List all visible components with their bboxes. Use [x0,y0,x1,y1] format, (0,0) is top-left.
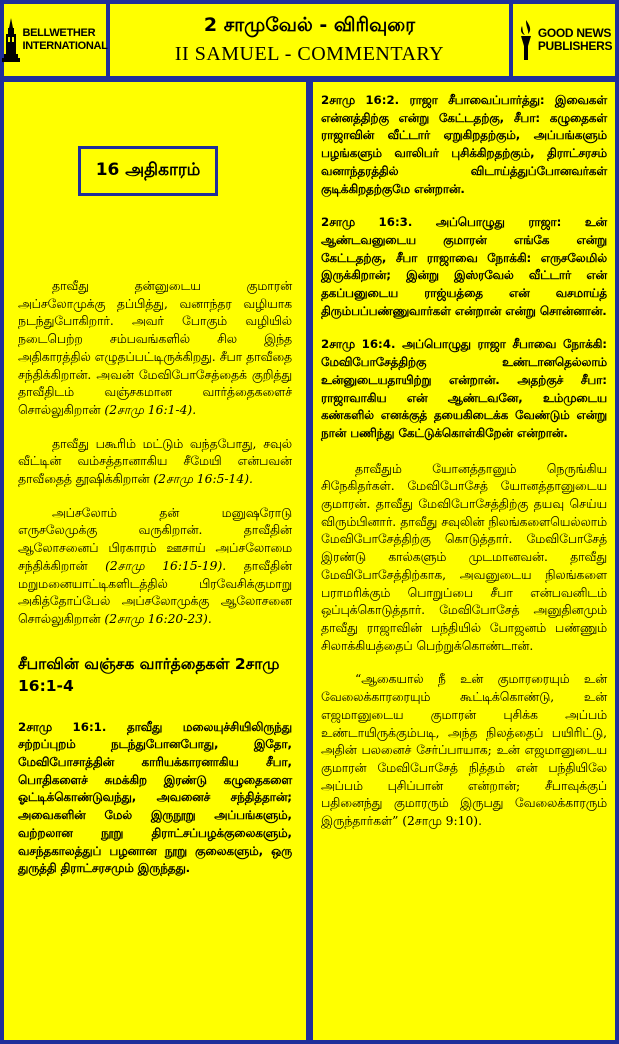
torch-icon [516,18,536,62]
scripture-verse: 2சாமு 16:4. அப்பொழுது ராஜா சீபாவை நோக்கி: மேவிபோசேத்திற்கு உண்டானதெல்லாம் உன்னுடையதாயிற்று என்றான். அதற்குச் சீபா: ராஜாவாகிய என் ஆண்டவனே, உம்முடைய கண்களில் எனக்குத் தயைகிடைக்க வேண்டும் என்று நான் பணிந்து கேட்டுக்கொள்கிறேன் என்றான். [321,337,607,440]
bellwether-logo-text: BELLWETHER INTERNATIONAL [22,27,108,52]
bell-tower-icon [2,18,20,62]
scripture-verse: 2சாமு 16:2. ராஜா சீபாவைப்பார்த்து: இவைகள் என்னத்திற்கு என்று கேட்டதற்கு, சீபா: கழுதைகள் ராஜாவின் வீட்டார் ஏறுகிறதற்கும், அப்பங்களும் பழங்களும் வாலிபர் புசிக்கிறதற்கும், திராட்சரசம் வனாந்தரத்தில் விடாய்த்துப்போனவர்கள் குடிக்கிறதற்குமே என்றான். [321,93,607,196]
verse-reference: (2சாமு 16:20-23). [104,611,212,626]
verse-reference: (2சாமு 16:5-14). [153,472,253,487]
intro-paragraph: அப்சலோம் தன் மனுஷரோடு எருசலேமுக்கு வருகிறான். தாவீதின் ஆலோசனைப் பிரகாரம் ஊசாய் அப்சலோமை சந்திக்கிறான் (2சாமு 16:15-19). தாவீதின் மறுமனையாட்டிகளிடத்தில் பிரவேசிக்குமாறு அகித்தோப்பேல் அப்சலோமுக்கு ஆலோசனை சொல்லுகிறான் (2சாமு 16:20-23). [18,505,292,626]
page-title-tamil: 2 சாமுவேல் - விரிவுரை [203,14,416,36]
bellwether-logo [4,4,106,76]
intro-paragraph: தாவீது பகூரிம் மட்டும் வந்தபோது, சவுல் வீட்டின் வம்சத்தானாகிய சீமேயி என்பவன் தாவீதைத் தூஷிக்கிறான் (2சாமு 16:5-14). [18,436,292,487]
left-column [4,82,306,1040]
scripture-verse: 2சாமு 16:3. அப்பொழுது ராஜா: உன் ஆண்டவனுடைய குமாரன் எங்கே என்று கேட்டதற்கு, சீபா ராஜாவை நோக்கி: எருசலேமில் இருக்கிறான்; இன்று இஸ்ரவேல் வீட்டார் என் தகப்பனுடைய ராஜ்யத்தை என் வசமாய்த் திரும்பப்பண்ணுவார்கள் என்றான் என்று சொன்னான். [321,215,607,318]
page-title-english: II SAMUEL - COMMENTARY [174,43,445,65]
good-news-logo [513,4,615,76]
quoted-scripture: “ஆகையால் நீ உன் குமாரரையும் உன் வேலைக்காரரையும் கூட்டிக்கொண்டு, உன் எஜமானுடைய குமாரன் புசிக்க அப்பம் உண்டாயிருக்கும்படி, அந்த நிலத்தைப் பயிரிட்டு, அதின் பலனைச் சேர்ப்பாயாக; உன் எஜமானுடைய குமாரன் மேவிபோசேத் நித்தம் என் பந்தியிலே அப்பம் புசிப்பான் என்றான்; சீபாவுக்குப் பதினைந்து குமாரரும் இருபது வேலைக்காரரும் இருந்தார்கள்” (2சாமு 9:10). [321,672,607,829]
verse-reference: (2சாமு 16:15-19). [105,558,227,573]
good-news-logo-text: GOOD NEWS PUBLISHERS [537,26,613,53]
right-column [313,82,615,1040]
scripture-verse: 2சாமு 16:1. தாவீது மலையுச்சியிலிருந்து சற்றப்புறம் நடந்துபோனபோது, இதோ, மேவிபோசாத்தின் காரியக்காரனாகிய சீபா, பொதிகளைச் சுமக்கிற இரண்டு கழுதைகளை ஓட்டிக்கொண்டுவந்து, அவனைச் சந்தித்தான்; அவைகளின் மேல் இருநூறு அப்பங்களும், வற்றலான நூறு திராட்சப்பழக்குலைகளும், வசந்தகாலத்துப் பழனான நூறு குலைகளும், ஒரு துருத்தி திராட்சரசமும் இருந்தது. [18,719,292,876]
section-heading: சீபாவின் வஞ்சக வார்த்தைகள் 2சாமு 16:1-4 [18,654,280,695]
verse-reference: (2சாமு 16:1-4). [104,402,197,417]
intro-paragraph: தாவீது தன்னுடைய குமாரன் அப்சலோமுக்கு தப்பித்து, வனாந்தர வழியாக நடந்துபோகிறார். அவர் போகும் வழியில் நடைபெற்ற சம்பவங்களில் சில இந்த அதிகாரத்தில் எழுதப்பட்டிருக்கிறது. சீபா தாவீதை சந்திக்கிறான். அவன் மேவிபோசேத்தைக் குறித்து தாவீதிடம் வஞ்சகமான வார்த்தைகளைச் சொல்லுகிறான் (2சாமு 16:1-4). [18,279,292,417]
commentary-paragraph: தாவீதும் யோனத்தானும் நெருங்கிய சிநேகிதர்கள். மேவிபோசேத் யோனத்தானுடைய குமாரன். தாவீது மேவிபோசேத்திற்கு தயவு செய்ய விரும்பினார். தாவீது சவுலின் நிலங்களையெல்லாம் மேவிபோசேத்திற்கு கொடுத்தார். மேவிபோசேத் இரண்டு கால்களும் முடமானவன். தாவீது மேவிபோசேத்திற்காக, அவனுடைய நிலங்களை பராமரிக்கும் பொறுப்பை சீபா என்பவனிடம் ஒப்புக்கொடுத்தார். மேவிபோசேத் அனுதினமும் தாவீது ராஜாவின் பந்தியில் போஜனம் பண்ணும் சிலாக்கியத்தைப் பெற்றுக்கொண்டான். [321,461,607,653]
chapter-label: 16 அதிகாரம் [78,146,218,196]
title-banner [110,4,509,76]
